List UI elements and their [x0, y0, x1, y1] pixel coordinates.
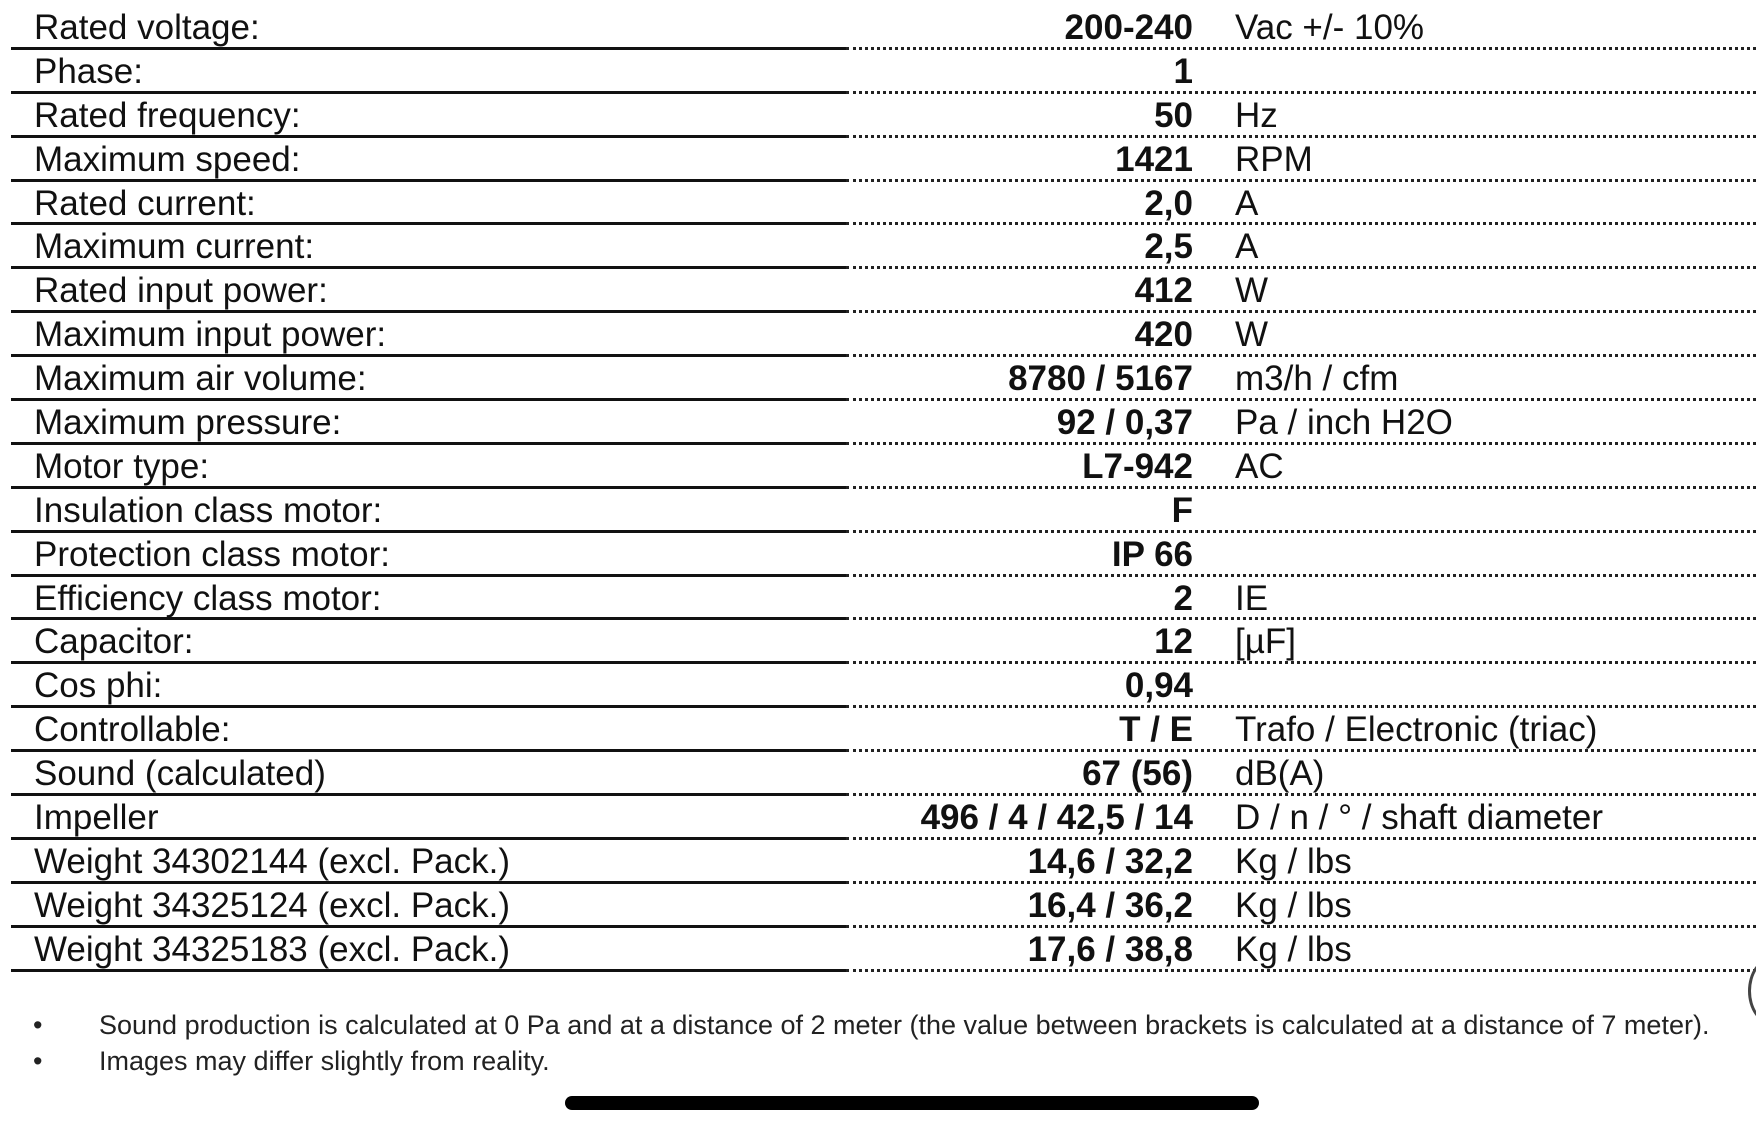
spec-value: 92 / 0,37: [1056, 402, 1193, 442]
spec-value: 412: [1134, 271, 1193, 311]
spec-label: Cos phi:: [34, 666, 163, 706]
spec-row: [11, 577, 1756, 621]
spec-label: Maximum pressure:: [34, 402, 342, 442]
spec-row: [11, 313, 1756, 357]
spec-label: Maximum air volume:: [34, 359, 367, 399]
spec-value: 50: [1154, 95, 1193, 135]
spec-label: Capacitor:: [34, 622, 194, 662]
scroll-indicator-bar[interactable]: [565, 1096, 1259, 1110]
spec-value: 200-240: [1064, 7, 1193, 47]
spec-label: Insulation class motor:: [34, 490, 383, 530]
spec-row: [11, 489, 1756, 533]
spec-unit: [µF]: [1235, 622, 1296, 662]
spec-value: 17,6 / 38,8: [1027, 929, 1193, 969]
spec-unit: D / n / ° / shaft diameter: [1235, 797, 1604, 837]
spec-row: [11, 225, 1756, 269]
spec-label: Maximum speed:: [34, 139, 301, 179]
spec-row: [11, 357, 1756, 401]
spec-row: [11, 533, 1756, 577]
spec-value: 1: [1173, 51, 1193, 91]
spec-value: 0,94: [1124, 666, 1193, 706]
spec-label: Protection class motor:: [34, 534, 390, 574]
spec-label: Impeller: [34, 797, 159, 837]
spec-unit: Kg / lbs: [1235, 841, 1352, 881]
spec-row: [11, 94, 1756, 138]
spec-row: [11, 884, 1756, 928]
bullet-icon: •: [33, 1046, 43, 1076]
note-item: [0, 1008, 1756, 1042]
spec-unit: RPM: [1235, 139, 1313, 179]
spec-unit: Kg / lbs: [1235, 929, 1352, 969]
spec-label: Rated frequency:: [34, 95, 301, 135]
spec-label: Motor type:: [34, 446, 210, 486]
notes-list: [0, 1008, 1756, 1080]
spec-row: [11, 50, 1756, 94]
note-item: [0, 1044, 1756, 1078]
spec-row: [11, 796, 1756, 840]
spec-row: [11, 138, 1756, 182]
spec-label: Weight 34325124 (excl. Pack.): [34, 885, 511, 925]
spec-value: 2,5: [1144, 227, 1193, 267]
spec-value: 8780 / 5167: [1008, 359, 1193, 399]
note-text: Sound production is calculated at 0 Pa and at a distance of 2 meter (the value between brackets is calculated at a distance of 7 meter).: [99, 1010, 1710, 1040]
spec-value: 16,4 / 36,2: [1027, 885, 1193, 925]
spec-row: [11, 664, 1756, 708]
bullet-icon: •: [33, 1010, 43, 1040]
spec-label: Efficiency class motor:: [34, 578, 382, 618]
spec-row: [11, 708, 1756, 752]
spec-value: F: [1171, 490, 1193, 530]
spec-unit: W: [1235, 315, 1269, 355]
spec-value: IP 66: [1111, 534, 1193, 574]
note-text: Images may differ slightly from reality.: [99, 1046, 550, 1076]
spec-label: Sound (calculated): [34, 754, 326, 794]
spec-label: Rated input power:: [34, 271, 328, 311]
spec-unit: IE: [1235, 578, 1269, 618]
spec-row: [11, 445, 1756, 489]
spec-row: [11, 840, 1756, 884]
spec-row: [11, 620, 1756, 664]
spec-unit: A: [1235, 227, 1259, 267]
spec-unit: m3/h / cfm: [1235, 359, 1399, 399]
spec-value: 2: [1173, 578, 1193, 618]
spec-label: Rated voltage:: [34, 7, 260, 47]
spec-unit: Pa / inch H2O: [1235, 402, 1453, 442]
spec-unit: Trafo / Electronic (triac): [1235, 710, 1598, 750]
spec-label: Weight 34302144 (excl. Pack.): [34, 841, 511, 881]
spec-label: Phase:: [34, 51, 143, 91]
spec-table: [11, 6, 1756, 972]
spec-unit: dB(A): [1235, 754, 1325, 794]
spec-label: Weight 34325183 (excl. Pack.): [34, 929, 511, 969]
spec-value: 2,0: [1144, 183, 1193, 223]
spec-value: 420: [1134, 315, 1193, 355]
spec-label: Maximum input power:: [34, 315, 387, 355]
spec-value: 1421: [1115, 139, 1193, 179]
spec-value: 496 / 4 / 42,5 / 14: [920, 797, 1193, 837]
spec-unit: Vac +/- 10%: [1235, 7, 1425, 47]
spec-unit: W: [1235, 271, 1269, 311]
spec-label: Controllable:: [34, 710, 231, 750]
spec-unit: AC: [1235, 446, 1284, 486]
spec-row: [11, 928, 1756, 972]
spec-value: T / E: [1119, 710, 1193, 750]
spec-label: Rated current:: [34, 183, 256, 223]
spec-unit: Hz: [1235, 95, 1278, 135]
spec-value: 14,6 / 32,2: [1027, 841, 1193, 881]
spec-row: [11, 6, 1756, 50]
spec-row: [11, 401, 1756, 445]
spec-label: Maximum current:: [34, 227, 315, 267]
spec-value: L7-942: [1082, 446, 1193, 486]
spec-value: 67 (56): [1082, 754, 1193, 794]
spec-value: 12: [1154, 622, 1193, 662]
spec-unit: Kg / lbs: [1235, 885, 1352, 925]
spec-row: [11, 182, 1756, 226]
spec-row: [11, 269, 1756, 313]
spec-row: [11, 752, 1756, 796]
spec-unit: A: [1235, 183, 1259, 223]
